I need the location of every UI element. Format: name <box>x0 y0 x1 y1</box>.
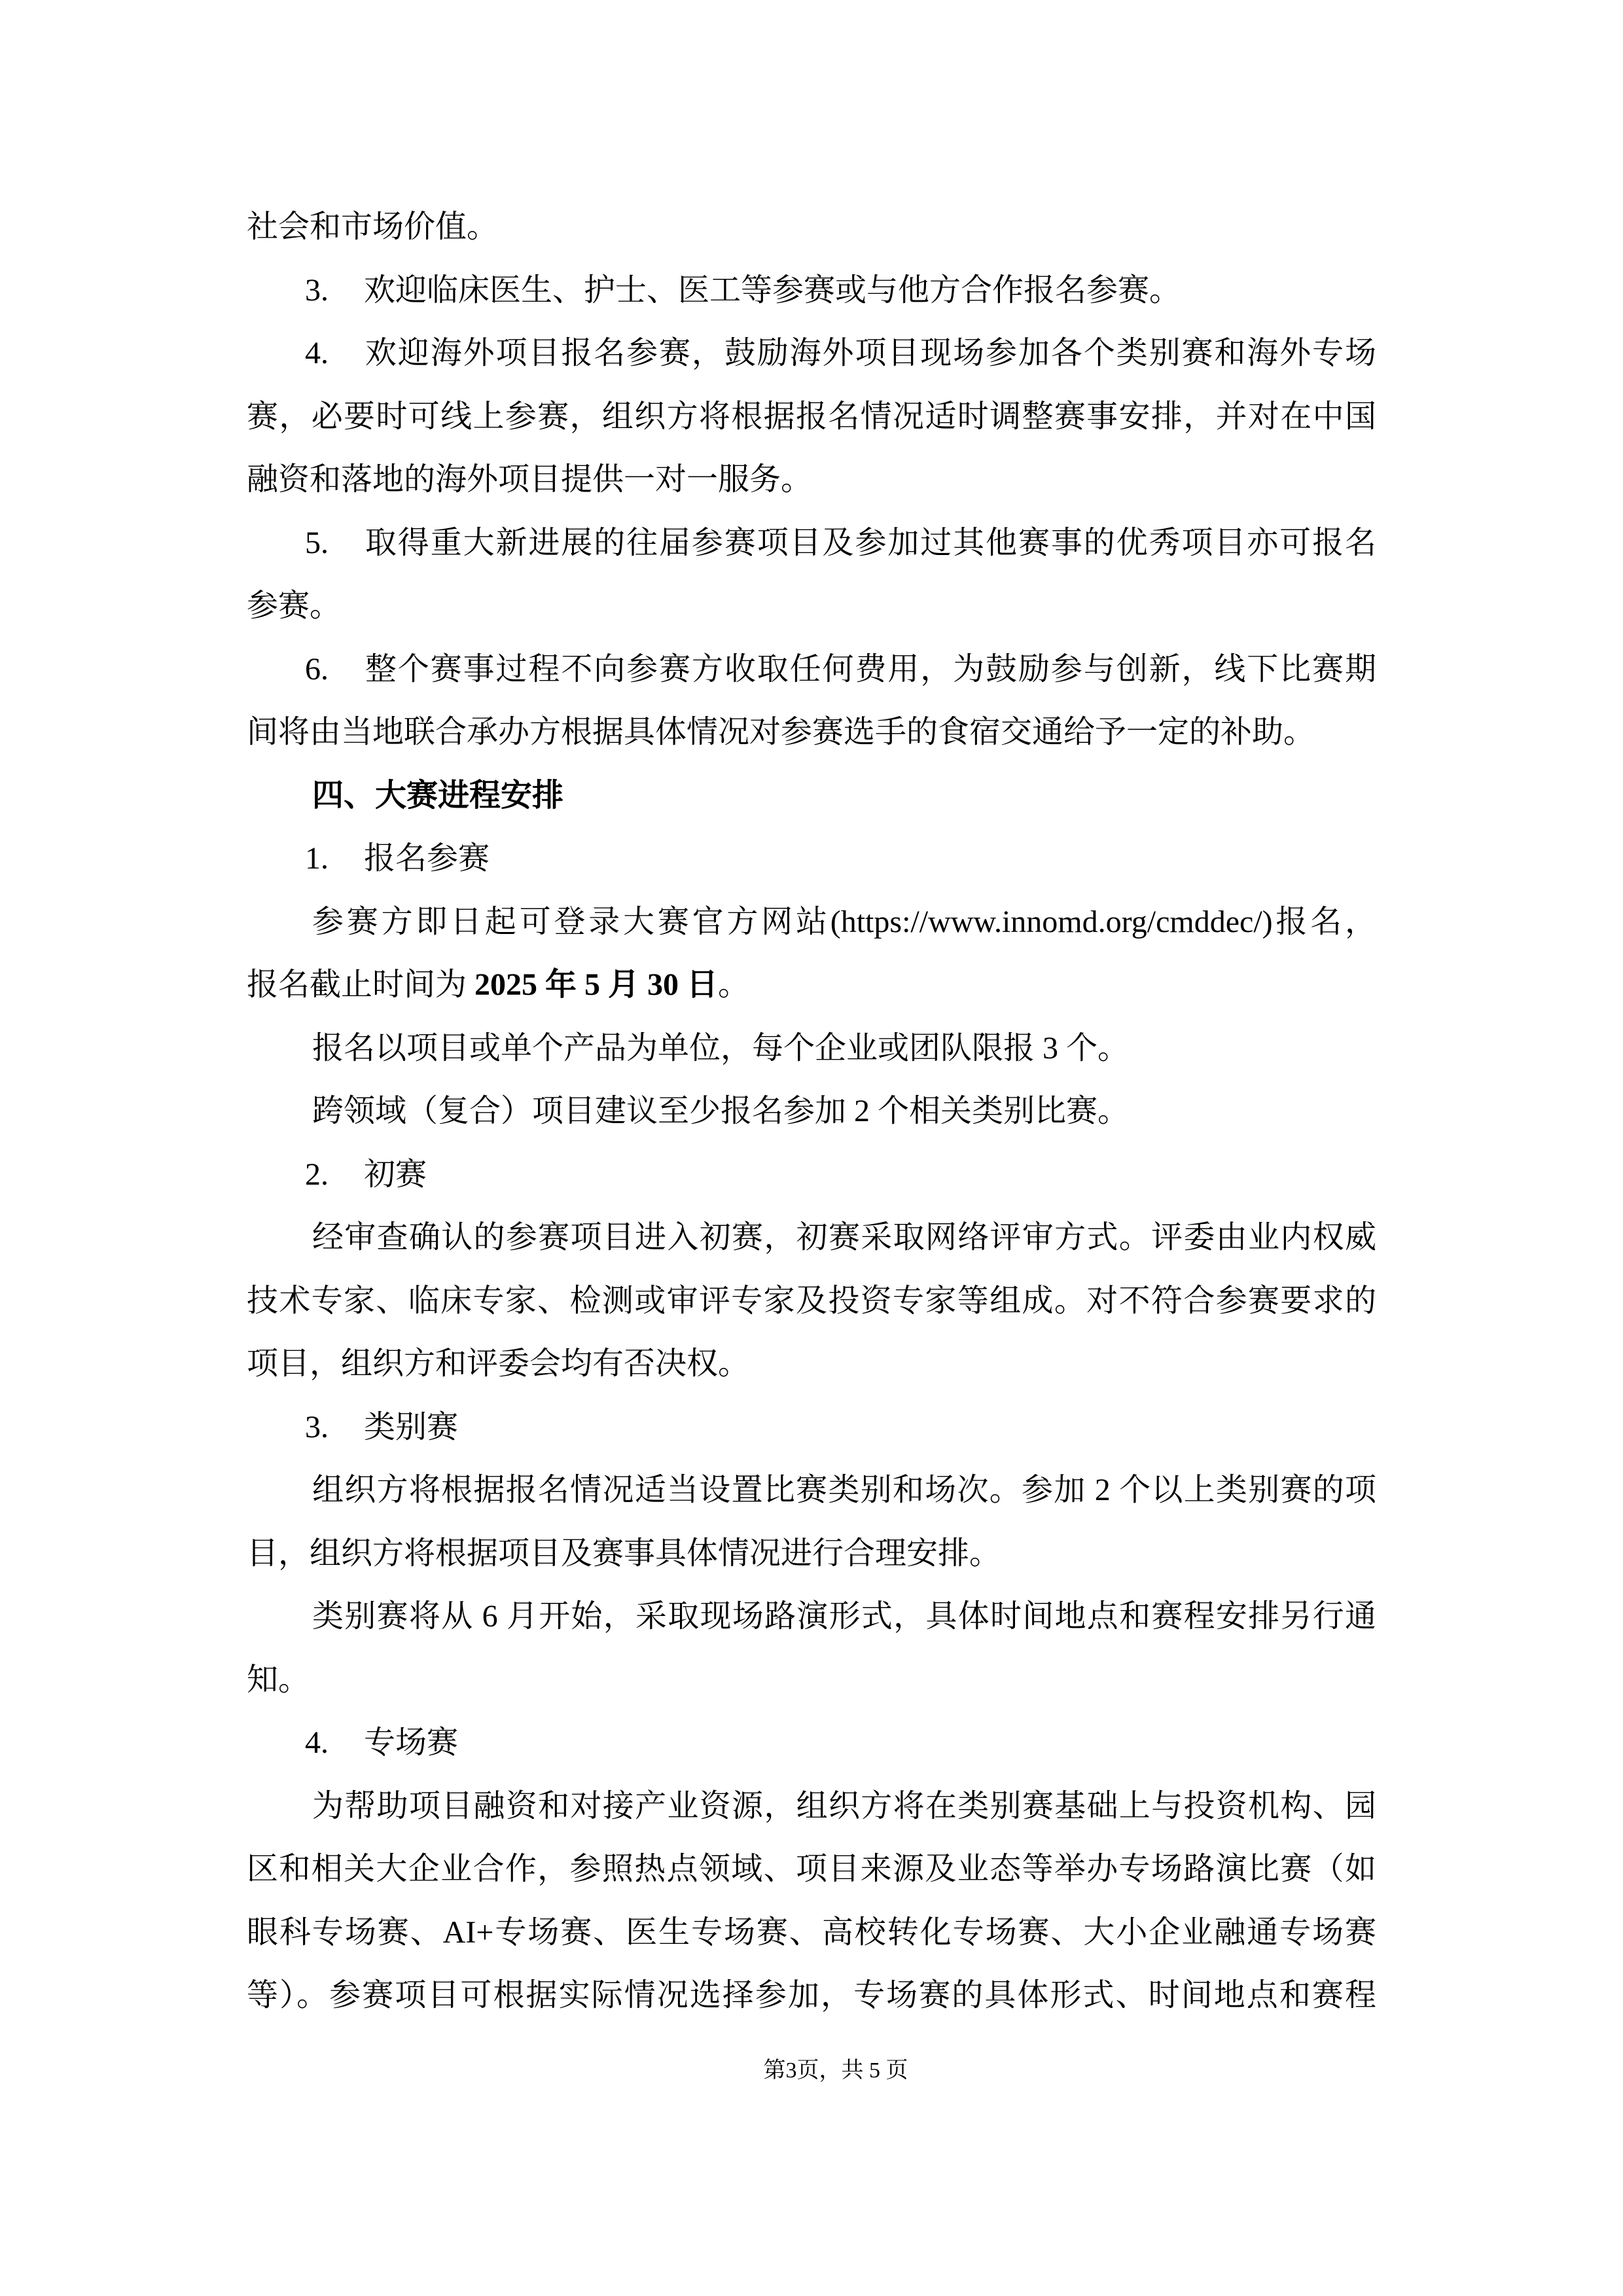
list-marker: 4. <box>305 1725 329 1760</box>
text-run: 参赛方即日起可登录大赛官方网站(https://www.innomd.org/cmddec/)报名， <box>312 904 1376 939</box>
text-run: 为帮助项目融资和对接产业资源，组织方将在类别赛基础上与投资机构、园 <box>312 1788 1376 1823</box>
text-run: 赛，必要时可线上参赛，组织方将根据报名情况适时调整赛事安排，并对在中国 <box>247 399 1376 434</box>
text-line <box>247 1017 1376 1081</box>
text-run: 间将由当地联合承办方根据具体情况对参赛选手的食宿交通给予一定的补助。 <box>247 715 1315 749</box>
text-line <box>247 196 1376 259</box>
text-run: 报名以项目或单个产品为单位，每个企业或团队限报 3 个。 <box>312 1030 1130 1066</box>
list-item-line <box>247 322 1376 386</box>
text-line <box>247 386 1376 449</box>
text-run: 社会和市场价值。 <box>247 209 499 244</box>
text-line <box>247 1206 1376 1270</box>
text-run: 专场赛 <box>364 1725 459 1760</box>
list-marker: 3. <box>305 272 329 308</box>
text-run: 四、大赛进程安排 <box>312 778 564 813</box>
text-line <box>247 1585 1376 1649</box>
text-run: 等）。参赛项目可根据实际情况选择参加，专场赛的具体形式、时间地点和赛程 <box>247 1978 1376 2013</box>
text-line <box>247 1838 1376 1901</box>
text-line <box>247 1522 1376 1586</box>
text-line <box>247 1775 1376 1839</box>
text-run: 欢迎临床医生、护士、医工等参赛或与他方合作报名参赛。 <box>364 272 1181 308</box>
text-line <box>247 891 1376 954</box>
text-line <box>247 1459 1376 1522</box>
text-run: 参赛。 <box>247 588 342 623</box>
text-run: 类别赛 <box>364 1409 459 1444</box>
text-line <box>247 1649 1376 1712</box>
text-run: 报名截止时间为 <box>247 967 475 1002</box>
text-run: 经审查确认的参赛项目进入初赛，初赛采取网络评审方式。评委由业内权威 <box>312 1220 1376 1255</box>
text-line <box>247 1333 1376 1396</box>
text-line <box>247 1901 1376 1965</box>
list-item-line <box>247 1396 1376 1460</box>
bold-text-run: 2025 年 5 月 30 日 <box>474 967 719 1002</box>
text-run: 知。 <box>247 1662 310 1697</box>
text-run: 融资和落地的海外项目提供一对一服务。 <box>247 462 813 497</box>
list-item-line <box>247 827 1376 891</box>
text-run: 取得重大新进展的往届参赛项目及参加过其他赛事的优秀项目亦可报名 <box>364 525 1376 560</box>
list-item-line <box>247 638 1376 702</box>
text-line <box>247 448 1376 512</box>
text-run: 。 <box>718 967 750 1002</box>
list-marker: 5. <box>305 525 329 560</box>
text-line <box>247 954 1376 1017</box>
text-line <box>247 701 1376 764</box>
text-line <box>247 575 1376 638</box>
text-run: 报名参赛 <box>364 841 490 876</box>
text-run: 类别赛将从 6 月开始，采取现场路演形式，具体时间地点和赛程安排另行通 <box>312 1599 1376 1634</box>
list-marker: 6. <box>305 651 329 687</box>
text-run: 项目，组织方和评委会均有否决权。 <box>247 1346 750 1381</box>
section-heading <box>247 764 1376 828</box>
list-item-line <box>247 1143 1376 1207</box>
list-marker: 2. <box>305 1157 329 1192</box>
text-run: 跨领域（复合）项目建议至少报名参加 2 个相关类别比赛。 <box>312 1094 1130 1128</box>
text-run: 技术专家、临床专家、检测或审评专家及投资专家等组成。对不符合参赛要求的 <box>247 1283 1376 1318</box>
text-run: 整个赛事过程不向参赛方收取任何费用，为鼓励参与创新，线下比赛期 <box>364 651 1376 687</box>
text-line <box>247 1964 1376 2028</box>
text-run: 区和相关大企业合作，参照热点领域、项目来源及业态等举办专场路演比赛（如 <box>247 1852 1376 1886</box>
document-body <box>247 196 1376 2028</box>
list-item-line <box>247 259 1376 323</box>
text-run: 组织方将根据报名情况适当设置比赛类别和场次。参加 2 个以上类别赛的项 <box>312 1473 1376 1507</box>
text-run: 欢迎海外项目报名参赛，鼓励海外项目现场参加各个类别赛和海外专场 <box>364 336 1376 370</box>
list-item-line <box>247 512 1376 575</box>
text-line <box>247 1270 1376 1333</box>
list-item-line <box>247 1712 1376 1775</box>
text-line <box>247 1080 1376 1143</box>
text-run: 眼科专场赛、AI+专场赛、医生专场赛、高校转化专场赛、大小企业融通专场赛 <box>247 1914 1376 1950</box>
list-marker: 1. <box>305 841 329 876</box>
list-marker: 4. <box>305 336 329 370</box>
text-run: 目，组织方将根据项目及赛事具体情况进行合理安排。 <box>247 1535 1001 1571</box>
page-footer: 第3页，共 5 页 <box>763 2058 908 2083</box>
text-run: 初赛 <box>364 1157 427 1192</box>
list-marker: 3. <box>305 1409 329 1444</box>
